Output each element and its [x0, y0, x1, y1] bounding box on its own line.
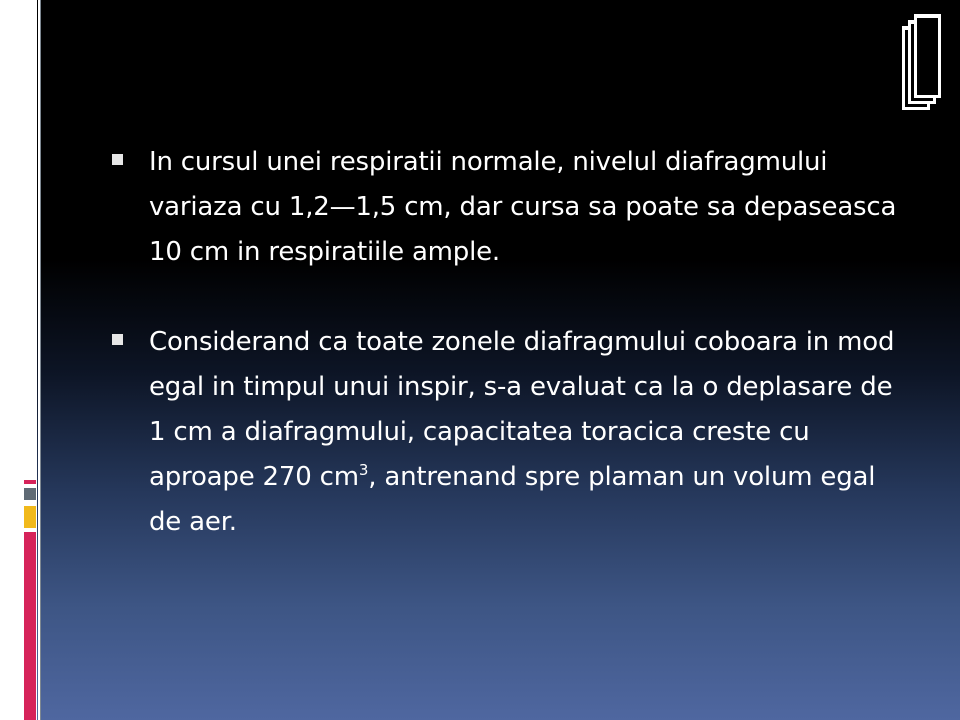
accent-stripe-magenta-small: [24, 480, 36, 484]
superscript: 3: [358, 461, 369, 479]
accent-bar-magenta: [24, 532, 36, 720]
left-divider-line: [40, 0, 41, 720]
bullet-item-1: [112, 140, 912, 275]
bullet-item-2: [112, 320, 912, 545]
square-bullet-icon: [112, 154, 123, 165]
accent-bar-yellow: [24, 506, 36, 528]
square-bullet-icon: [112, 334, 123, 345]
accent-square-gray: [24, 488, 36, 500]
bullet-text: Considerand ca toate zonele diafragmului coboara in mod egal in timpul unui inspir, s-a evaluat ca la o deplasare de 1 cm a diafragmului, capacitatea toracica creste cu aproape 270 cm: [149, 327, 895, 492]
bullet-text: In cursul unei respiratii normale, nivelul diafragmului variaza cu 1,2—1,5 cm, dar cursa sa poate sa depaseasca 10 cm in respiratiile ample.: [149, 147, 897, 267]
folder-pages-icon: [902, 10, 942, 115]
bullet-text-continued: , antrenand spre plaman un volum egal de aer.: [149, 462, 876, 537]
slide-content: [112, 140, 912, 545]
